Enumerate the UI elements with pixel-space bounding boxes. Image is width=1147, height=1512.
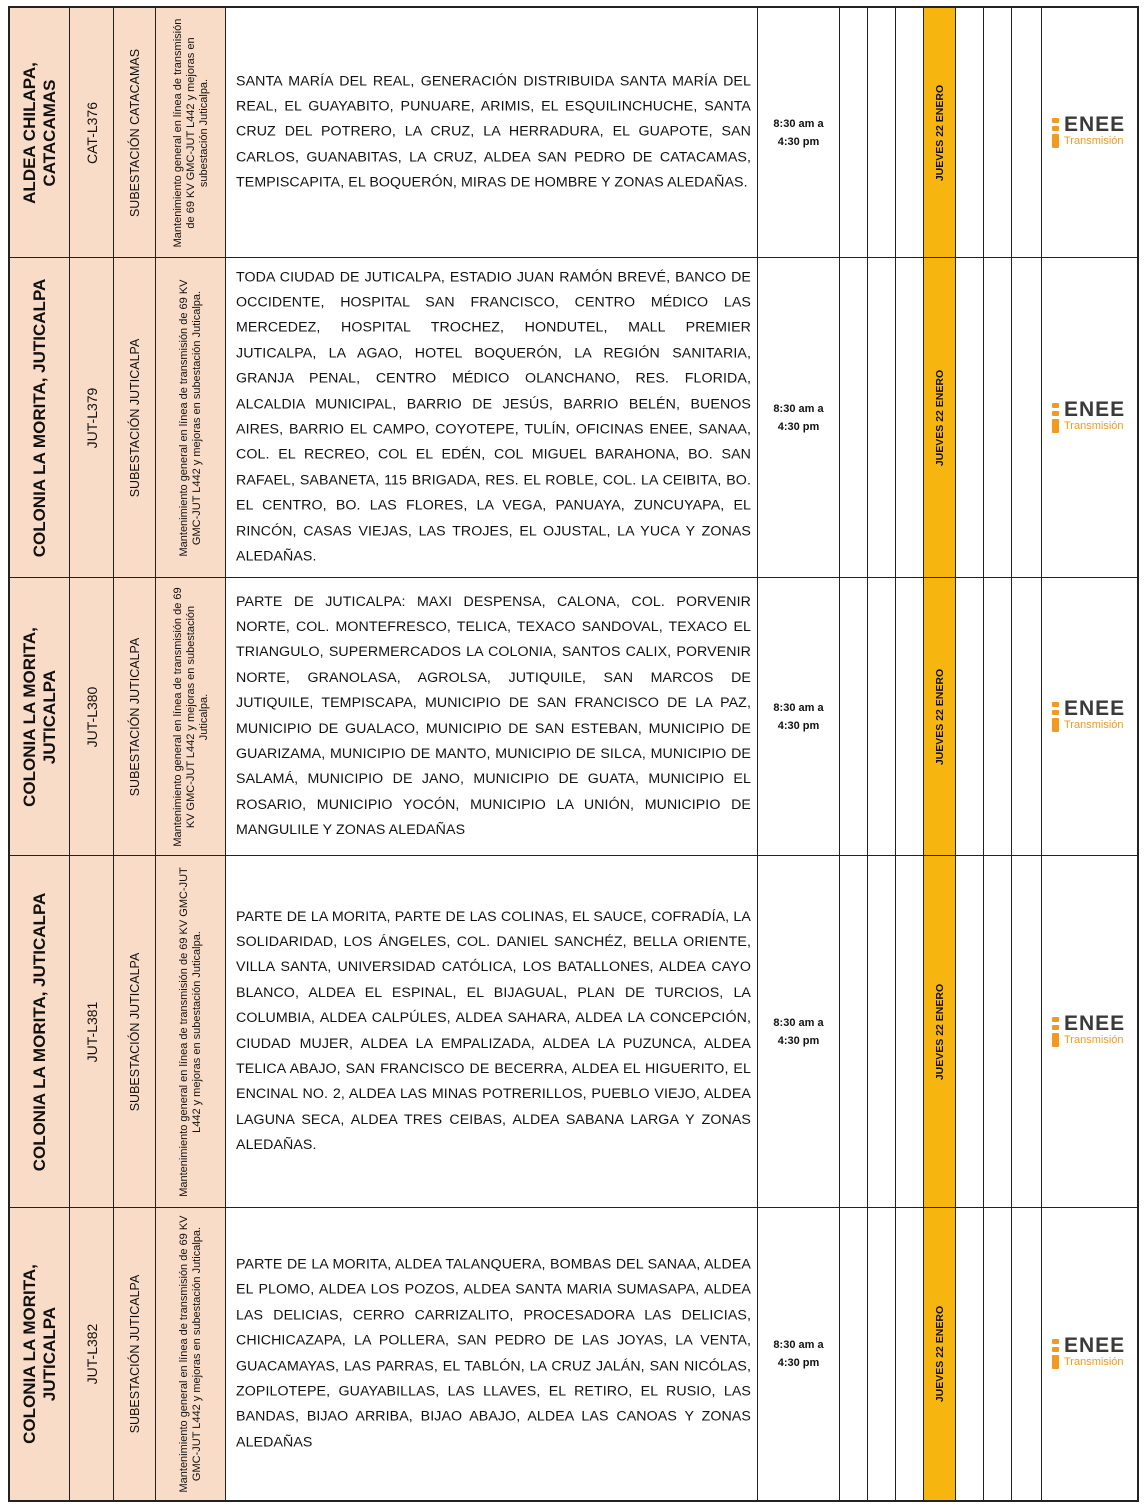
logo-word: ENEE — [1064, 397, 1126, 421]
time-end: 4:30 pm — [777, 135, 820, 148]
blank-cell — [840, 578, 868, 855]
time-start: 8:30 am a — [773, 402, 824, 415]
day-label: JUEVES 22 ENERO — [933, 369, 946, 466]
zones-cell — [226, 578, 758, 855]
zones-cell — [226, 258, 758, 577]
blank-cell — [956, 1208, 984, 1500]
affected-zones: PARTE DE LA MORITA, PARTE DE LAS COLINAS, EL SAUCE, COFRADÍA, LA SOLIDARIDAD, LOS ÁNGELES, COL. DANIEL SANCHÉZ, BELLA ORIENTE, VILLA SANTA, UNIVERSIDAD CATÓLICA, LOS BATALLONES, ALDEA CAYO BLANCO, ALDEA EL ESPINAL, EL BIJAGUAL, PLAN DE TURCIOS, LA COLUMBIA, ALDEA CALPÚLES, ALDEA SAHARA, ALDEA LA CONCEPCIÓN, CIUDAD MUJER, ALDEA LA EMPALIZADA, ALDEA LA PUZUNCA, ALDEA TELICA ABAJO, SAN FRANCISCO DE BECERRA, ALDEA EL HIGUERITO, EL ENCINAL NO. 2, ALDEA LAS MINAS POTRERILLOS, PUEBLO VIEJO, ALDEA LAGUNA SECA, ALDEA TRES CEIBAS, ALDEA SABANA LARGA Y ZONAS ALEDAÑAS. — [236, 908, 751, 1154]
time-start: 8:30 am a — [773, 1339, 824, 1351]
time-cell — [758, 1208, 840, 1500]
day-label: JUEVES 22 ENERO — [933, 668, 946, 765]
work-description: Mantenimiento general en línea de transmisión de 69 KV GMC-JUT L442 y mejoras en subestación Juticalpa. — [171, 18, 209, 247]
day-label: JUEVES 22 ENERO — [933, 983, 946, 1080]
day-cell — [924, 8, 956, 257]
blank-cell — [868, 8, 896, 257]
blank-cell — [984, 258, 1012, 577]
area-label: COLONIA LA MORITA, JUTICALPA — [29, 278, 49, 557]
enee-logo — [1052, 696, 1136, 735]
substation-cell — [114, 8, 156, 257]
table-row — [10, 856, 1137, 1208]
substation-label: SUBESTACIÓN JUTICALPA — [127, 637, 142, 796]
time-start: 8:30 am a — [773, 1016, 824, 1029]
logo-word: ENEE — [1064, 1334, 1126, 1357]
area-cell — [10, 578, 70, 855]
substation-label: SUBESTACIÓN CATACAMAS — [127, 48, 142, 217]
blank-cell — [840, 258, 868, 577]
blank-cell — [868, 578, 896, 855]
area-label: COLONIA LA MORITA, JUTICALPA — [19, 1264, 59, 1444]
blank-cell — [1012, 258, 1042, 577]
table-row — [10, 578, 1137, 856]
work-description: Mantenimiento general en línea de transmisión de 69 KV GMC-JUT L442 y mejoras en subestación Juticalpa. — [177, 1215, 203, 1493]
table-row — [10, 1208, 1137, 1500]
logo-cell — [1042, 8, 1137, 257]
blank-cell — [956, 8, 984, 257]
blank-cell — [868, 258, 896, 577]
line-code: JUT-L380 — [83, 686, 100, 747]
area-cell — [10, 856, 70, 1207]
enee-logo — [1052, 397, 1136, 436]
area-cell — [10, 8, 70, 257]
blank-cell — [896, 258, 924, 577]
blank-cell — [896, 8, 924, 257]
time-cell — [758, 856, 840, 1207]
enee-mark-icon — [1052, 118, 1060, 148]
blank-cell — [1012, 856, 1042, 1207]
time-cell — [758, 8, 840, 257]
logo-subtitle: Transmisión — [1064, 419, 1124, 432]
area-label: ALDEA CHILAPA, CATACAMAS — [19, 61, 59, 204]
blank-cell — [1012, 8, 1042, 257]
blank-cell — [1012, 1208, 1042, 1500]
logo-subtitle: Transmisión — [1064, 1356, 1124, 1368]
line-cell — [70, 856, 114, 1207]
line-code: JUT-L379 — [83, 387, 100, 448]
blank-cell — [956, 856, 984, 1207]
description-cell — [156, 1208, 226, 1500]
time-cell — [758, 258, 840, 577]
blank-cell — [984, 1208, 1012, 1500]
time-end: 4:30 pm — [777, 1034, 820, 1047]
blank-cell — [984, 856, 1012, 1207]
zones-cell — [226, 856, 758, 1207]
blank-cell — [840, 856, 868, 1207]
blank-cell — [868, 856, 896, 1207]
logo-subtitle: Transmisión — [1064, 718, 1124, 731]
logo-cell — [1042, 856, 1137, 1207]
description-cell — [156, 258, 226, 577]
blank-cell — [840, 1208, 868, 1500]
line-code: JUT-L382 — [83, 1323, 100, 1385]
line-cell — [70, 578, 114, 855]
time-end: 4:30 pm — [777, 719, 820, 732]
enee-mark-icon — [1052, 403, 1060, 433]
blank-cell — [840, 8, 868, 257]
enee-logo — [1052, 1336, 1136, 1372]
area-cell — [10, 1208, 70, 1500]
time-cell — [758, 578, 840, 855]
day-cell — [924, 578, 956, 855]
day-cell — [924, 856, 956, 1207]
description-cell — [156, 578, 226, 855]
blank-cell — [896, 1208, 924, 1500]
blank-cell — [956, 578, 984, 855]
blank-cell — [984, 8, 1012, 257]
blank-cell — [984, 578, 1012, 855]
blank-cell — [896, 578, 924, 855]
work-description: Mantenimiento general en línea de transmisión de 69 KV GMC-JUT L442 y mejoras en subestación Juticalpa. — [177, 866, 203, 1197]
enee-logo — [1052, 112, 1136, 151]
substation-label: SUBESTACIÓN JUTICALPA — [127, 1274, 142, 1434]
logo-subtitle: Transmisión — [1064, 1033, 1124, 1046]
line-cell — [70, 1208, 114, 1500]
enee-mark-icon — [1052, 1017, 1060, 1047]
affected-zones: SANTA MARÍA DEL REAL, GENERACIÓN DISTRIBUIDA SANTA MARÍA DEL REAL, EL GUAYABITO, PUNUARE, ARIMIS, EL ESQUILINCHUCHE, SANTA CRUZ DEL POTRERO, LA CRUZ, LA HERRADURA, EL GUAPOTE, SAN CARLOS, GUANABITAS, LA CRUZ, ALDEA SAN PEDRO DE CATACAMAS, TEMPISCAPITA, EL BOQUERÓN, MIRAS DE HOMBRE Y ZONAS ALEDAÑAS. — [236, 72, 751, 191]
substation-label: SUBESTACIÓN JUTICALPA — [127, 338, 142, 497]
time-end: 4:30 pm — [777, 1357, 820, 1369]
area-label: COLONIA LA MORITA, JUTICALPA — [19, 626, 59, 807]
substation-cell — [114, 258, 156, 577]
blank-cell — [868, 1208, 896, 1500]
logo-cell — [1042, 578, 1137, 855]
enee-mark-icon — [1052, 1339, 1060, 1369]
line-cell — [70, 258, 114, 577]
enee-mark-icon — [1052, 702, 1060, 732]
time-end: 4:30 pm — [777, 420, 820, 433]
work-description: Mantenimiento general en línea de transmisión de 69 KV GMC-JUT L442 y mejoras en subestación Juticalpa. — [171, 586, 209, 847]
blank-cell — [896, 856, 924, 1207]
day-cell — [924, 258, 956, 577]
area-label: COLONIA LA MORITA, JUTICALPA — [29, 892, 49, 1171]
logo-cell — [1042, 258, 1137, 577]
table-row — [10, 8, 1137, 258]
description-cell — [156, 856, 226, 1207]
substation-cell — [114, 856, 156, 1207]
substation-cell — [114, 578, 156, 855]
zones-cell — [226, 8, 758, 257]
day-label: JUEVES 22 ENERO — [933, 1305, 946, 1403]
zones-cell — [226, 1208, 758, 1500]
blank-cell — [956, 258, 984, 577]
line-cell — [70, 8, 114, 257]
logo-word: ENEE — [1064, 112, 1126, 136]
affected-zones: PARTE DE LA MORITA, ALDEA TALANQUERA, BOMBAS DEL SANAA, ALDEA EL PLOMO, ALDEA LOS POZOS, ALDEA SANTA MARIA SUMASAPA, ALDEA LAS DELICIAS, CERRO CARRIZALITO, PROCESADORA LAS DELICIAS, CHICHICAZAPA, LA POLLERA, SAN PEDRO DE LAS JOYAS, LA VENTA, GUACAMAYAS, LAS PARRAS, EL TABLÓN, LA CRUZ JALÁN, SAN NICÓLAS, ZOPILOTEPE, GUAYABILLAS, LAS LLAVES, EL RETIRO, EL RUSIO, LAS BANDAS, BIJAO ARRIBA, BIJAO ABAJO, ALDEA LAS CANOAS Y ZONAS ALEDAÑAS — [236, 1256, 751, 1451]
affected-zones: TODA CIUDAD DE JUTICALPA, ESTADIO JUAN RAMÓN BREVÉ, BANCO DE OCCIDENTE, HOSPITAL SAN FRANCISCO, CENTRO MÉDICO LAS MERCEDEZ, HOSPITAL TROCHEZ, HONDUTEL, MALL PREMIER JUTICALPA, LA AGAO, HOTEL BOQUERÓN, LA REGIÓN SANITARIA, GRANJA PENAL, CENTRO MÉDICO OLANCHANO, RES. FLORIDA, ALCALDIA MUNICIPAL, BARRIO DE JESÚS, BARRIO BELÉN, BUENOS AIRES, BARRIO EL CAMPO, COYOTEPE, TULÍN, OFICINAS ENEE, SANAA, COL. EL RECREO, COL EL EDÉN, COL MIGUEL BARAHONA, BO. SAN RAFAEL, SABANETA, 115 BRIGADA, RES. EL ROBLE, COL. LA CEIBITA, BO. EL CENTRO, BO. LAS FLORES, LA VEGA, PANUAYA, ZUNCUYAPA, EL RINCÓN, CASAS VIEJAS, LAS TROJES, EL OJUSTAL, LA YUCA Y ZONAS ALEDAÑAS. — [236, 269, 751, 565]
time-start: 8:30 am a — [773, 117, 824, 130]
line-code: CAT-L376 — [83, 101, 100, 164]
day-label: JUEVES 22 ENERO — [933, 84, 946, 181]
logo-word: ENEE — [1064, 696, 1126, 720]
affected-zones: PARTE DE JUTICALPA: MAXI DESPENSA, CALONA, COL. PORVENIR NORTE, COL. MONTEFRESCO, TELICA, TEXACO SANDOVAL, TEXACO EL TRIANGULO, SUPERMERCADOS LA COLONIA, SANTOS CALIX, PORVENIR NORTE, GRANOLASA, AGROLSA, JUTIQUILE, SAN MARCOS DE JUTIQUILE, TEMPISCAPA, MUNICIPIO DE SAN FRANCISCO DE LA PAZ, MUNICIPIO DE GUALACO, MUNICIPIO DE SAN ESTEBAN, MUNICIPIO DE GUARIZAMA, MUNICIPIO DE MANTO, MUNICIPIO DE SILCA, MUNICIPIO DE SALAMÁ, MUNICIPIO DE JANO, MUNICIPIO DE GUATA, MUNICIPIO EL ROSARIO, MUNICIPIO YOCÓN, MUNICIPIO LA UNIÓN, MUNICIPIO DE MANGULILE Y ZONAS ALEDAÑAS — [236, 593, 751, 839]
line-code: JUT-L381 — [83, 1001, 100, 1062]
logo-subtitle: Transmisión — [1064, 134, 1124, 147]
enee-logo — [1052, 1011, 1136, 1050]
time-start: 8:30 am a — [773, 701, 824, 714]
day-cell — [924, 1208, 956, 1500]
substation-label: SUBESTACIÓN JUTICALPA — [127, 952, 142, 1111]
logo-word: ENEE — [1064, 1011, 1126, 1035]
area-cell — [10, 258, 70, 577]
logo-cell — [1042, 1208, 1137, 1500]
work-description: Mantenimiento general en línea de transmisión de 69 KV GMC-JUT L442 y mejoras en subestación Juticalpa. — [177, 279, 203, 557]
substation-cell — [114, 1208, 156, 1500]
description-cell — [156, 8, 226, 257]
blank-cell — [1012, 578, 1042, 855]
table-row — [10, 258, 1137, 578]
outage-schedule-table — [8, 6, 1139, 1502]
